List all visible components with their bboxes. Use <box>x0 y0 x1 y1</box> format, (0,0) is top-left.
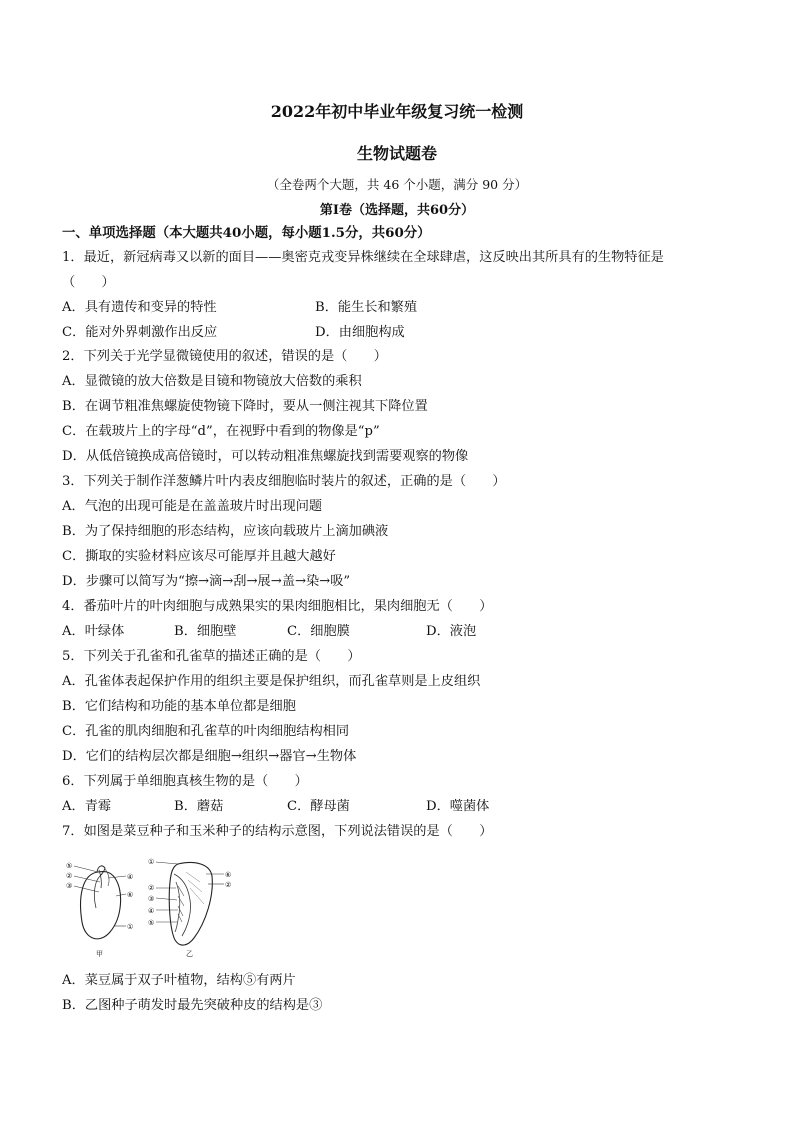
bean-caption: 甲 <box>96 950 103 958</box>
bean-label-3: ③ <box>66 882 73 890</box>
subject-title: 生物试题卷 <box>356 144 437 163</box>
q4-option-d: D．液泡 <box>426 624 477 639</box>
q5-option-d: D．它们的结构层次都是细胞→组织→器官→生物体 <box>62 749 357 764</box>
q1-option-a: A．具有遗传和变异的特性 <box>62 300 217 315</box>
q3-option-b: B．为了保持细胞的形态结构，应该向载玻片上滴加碘液 <box>62 524 389 539</box>
q5-option-b: B．它们结构和功能的基本单位都是细胞 <box>62 699 296 714</box>
q2-option-a: A．显微镜的放大倍数是目镜和物镜放大倍数的乘积 <box>62 374 362 389</box>
corn-label-2b: ② <box>225 881 232 889</box>
part-title: 第Ⅰ卷（选择题，共60分） <box>319 203 475 218</box>
q4-option-a: A．叶绿体 <box>62 624 125 639</box>
corn-label-4: ④ <box>148 907 155 915</box>
q1-blank: （ ） <box>62 275 115 290</box>
q4-option-b: B．细胞壁 <box>174 624 237 639</box>
q7-stem: 7．如图是菜豆种子和玉米种子的结构示意图，下列说法错误的是（ ） <box>62 824 493 839</box>
q6-option-d: D．噬菌体 <box>426 799 490 814</box>
bean-label-4: ④ <box>127 873 134 881</box>
q6-option-a: A．青霉 <box>62 799 112 814</box>
corn-label-6: ⑥ <box>225 871 232 879</box>
q5-option-c: C．孔雀的肌肉细胞和孔雀草的叶肉细胞结构相同 <box>62 724 350 739</box>
q7-option-b: B．乙图种子萌发时最先突破种皮的结构是③ <box>62 998 323 1013</box>
seed-diagram-svg <box>60 852 250 960</box>
corn-label-3: ③ <box>148 895 155 903</box>
exam-note: （全卷两个大题，共 46 个小题，满分 90 分） <box>266 177 528 192</box>
q4-option-c: C．细胞膜 <box>287 624 350 639</box>
q7-option-a: A．菜豆属于双子叶植物，结构⑤有两片 <box>62 973 296 988</box>
bean-label-2: ② <box>66 872 73 880</box>
exam-title: 2022年初中毕业年级复习统一检测 <box>270 102 524 121</box>
q1-option-d: D．由细胞构成 <box>315 325 405 340</box>
q2-option-d: D．从低倍镜换成高倍镜时，可以转动粗准焦螺旋找到需要观察的物像 <box>62 449 469 464</box>
q5-stem: 5．下列关于孔雀和孔雀草的描述正确的是（ ） <box>62 649 361 664</box>
bean-label-1: ① <box>127 923 134 931</box>
corn-label-2: ② <box>148 884 155 892</box>
q4-stem: 4．番茄叶片的叶肉细胞与成熟果实的果肉细胞相比，果肉细胞无（ ） <box>62 599 493 614</box>
q2-option-c: C．在载玻片上的字母“d”，在视野中看到的物像是“p” <box>62 424 380 439</box>
q6-stem: 6．下列属于单细胞真核生物的是（ ） <box>62 774 308 789</box>
q3-option-a: A．气泡的出现可能是在盖盖玻片时出现问题 <box>62 499 323 514</box>
corn-caption: 乙 <box>186 950 193 958</box>
q1-option-c: C．能对外界刺激作出反应 <box>62 325 218 340</box>
corn-label-1: ① <box>148 858 155 866</box>
corn-label-5: ⑤ <box>148 919 155 927</box>
q1-option-b: B．能生长和繁殖 <box>315 300 418 315</box>
bean-seed-drawing <box>74 866 126 939</box>
q3-option-d: D．步骤可以简写为“擦→滴→刮→展→盖→染→吸” <box>62 574 351 589</box>
bean-label-6: ⑥ <box>127 891 134 899</box>
q1-stem: 1．最近，新冠病毒又以新的面目——奥密克戎变异株继续在全球肆虐，这反映出其所具有的生物特征是 <box>62 250 664 265</box>
q3-option-c: C．撕取的实验材料应该尽可能厚并且越大越好 <box>62 549 336 564</box>
q2-stem: 2．下列关于光学显微镜使用的叙述，错误的是（ ） <box>62 349 387 364</box>
q6-option-c: C．酵母菌 <box>287 799 350 814</box>
q2-option-b: B．在调节粗准焦螺旋使物镜下降时，要从一侧注视其下降位置 <box>62 399 428 414</box>
section-heading: 一、单项选择题（本大题共40小题，每小题1.5分，共60分） <box>62 225 431 241</box>
seed-structure-figure <box>60 852 250 960</box>
corn-seed-drawing <box>156 862 224 945</box>
q3-stem: 3．下列关于制作洋葱鳞片叶内表皮细胞临时装片的叙述，正确的是（ ） <box>62 474 506 489</box>
bean-label-5: ⑤ <box>66 862 73 870</box>
q5-option-a: A．孔雀体表起保护作用的组织主要是保护组织，而孔雀草则是上皮组织 <box>62 674 481 689</box>
q6-option-b: B．蘑菇 <box>174 799 224 814</box>
